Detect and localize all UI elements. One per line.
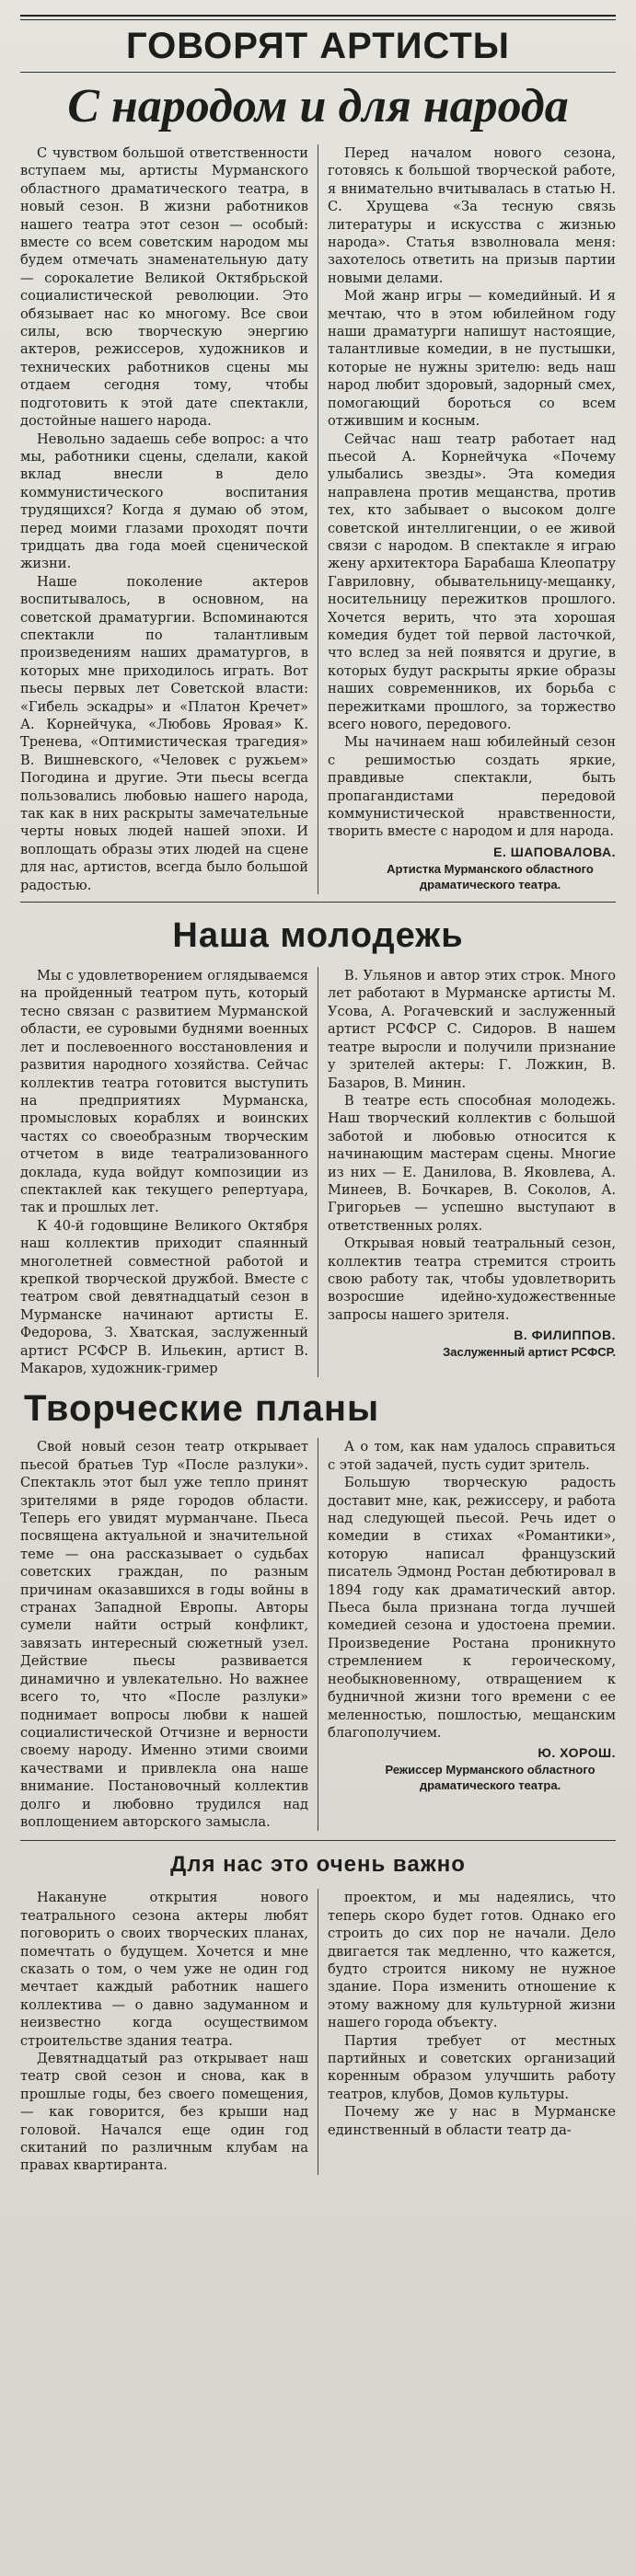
- paragraph: К 40-й годовщине Великого Октября наш коллектив приходит спаянный многолетней совместной работой и крепкой творческой дружбой. Вместе с театром свой девятнадцатый сезон в Мурманске начинают артисты Е. Федорова, З. Хватская, заслуженный артист РСФСР В. Ильекин, артист В. Макаров, художник-гример: [20, 1217, 308, 1376]
- title-rule: [20, 72, 616, 73]
- article4-right-column: [318, 1889, 616, 2175]
- article-shapovalova: [20, 144, 616, 894]
- section-rule: [20, 902, 616, 903]
- author-name: В. ФИЛИППОВ.: [514, 1328, 616, 1343]
- article1-right-column: [318, 144, 616, 894]
- article3-right-column: [318, 1438, 616, 1831]
- section-heading-plans: Творческие планы: [24, 1388, 380, 1430]
- paragraph: проектом, и мы надеялись, что теперь скоро будет готов. Однако его строить до сих пор не начали. Дело двигается так медленно, что кажется, будто строится никому не нужное здание. Пора изменить отношение к этому важному для культурной жизни нашего города объекту.: [328, 1890, 616, 2031]
- section-heading-youth: Наша молодежь: [172, 916, 464, 956]
- paragraph: Невольно задаешь себе вопрос: а что мы, работники сцены, сделали, какой вклад внесли в дело коммунистического воспитания трудящихся? Когда я думаю об этом, перед моими глазами проходят почти тридцать два года моей сценической жизни.: [20, 431, 308, 572]
- paragraph: В театре есть способная молодежь. Наш творческий коллектив с большой заботой и любовью относится к начинающим мастерам сцены. Многие из них — Е. Данилова, В. Яковлева, А. Минеев, В. Бочкарев, В. Соколов, А. Григорьев — успешно выступают в ответственных ролях.: [328, 1092, 616, 1234]
- article-filippov: [20, 967, 616, 1377]
- paragraph: Почему же у нас в Мурманске единственный в области театр да-: [328, 2104, 616, 2138]
- article1-left-column: [20, 144, 318, 894]
- paragraph: Накануне открытия нового театрального сезона актеры любят поговорить о своих творческих планах, помечтать о будущем. Хочется и мне сказать о том, о чем уже не один год мечтает каждый работник нашего коллектива — о давно задуманном и неизвестно когда осуществимом строительстве здания театра.: [20, 1890, 308, 2049]
- paragraph: Открывая новый театральный сезон, коллектив театра стремится строить свою работу так, чтобы удовлетворить возросшие идейно-художественные запросы нашего зрителя.: [328, 1236, 616, 1323]
- article3-left-column: [20, 1438, 318, 1831]
- paragraph: Большую творческую радость доставит мне, как, режиссеру, и работа над следующей пьесой. Речь идет о комедии в стихах «Романтики», которую написал французский писатель Эдмонд Ростан дебютировал в 1894 году как драматический автор. Пьеса была признана тогда лучшей комедией сезона и удостоена премии. Произведение Ростана проникнуто стремлением к героическому, необыкновенному, отвращением к будничной жизни того времени с ее меленностью, пошлостью, мещанским благополучием.: [328, 1475, 616, 1741]
- author-name: Е. ШАПОВАЛОВА.: [493, 844, 616, 859]
- paragraph: Сейчас наш театр работает над пьесой А. Корнейчука «Почему улыбались звезды». Эта комедия направлена против мещанства, против тех, кто забывает о высоком долге советской интеллигенции, о ее живой связи с народом. В спектакле я играю жену архитектора Барабаша Клеопатру Гавриловну, обывательницу-мещанку, носительницу пережитков прошлого. Хочется верить, что эта хорошая комедия будет той первой ласточкой, что вслед за ней появятся и другие, в которых будут раскрыты яркие образы наших современников, их борьба с пережитками прошлого, за торжество всего нового, передового.: [328, 431, 616, 732]
- paragraph: А о том, как нам удалось справиться с этой задачей, пусть судит зритель.: [328, 1439, 616, 1473]
- paragraph: Мы начинаем наш юбилейный сезон с решимостью создать яркие, правдивые спектакли, быть пропагандистами передовой коммунистической нравственности, творить вместе с народом и для народа.: [328, 734, 616, 840]
- section-rule: [20, 1840, 616, 1841]
- paragraph: Партия требует от местных партийных и советских организаций коренным образом улучшить работу театров, клубов, Домов культуры.: [328, 2032, 616, 2102]
- author-title: Артистка Мурманского областного драматического театра.: [387, 861, 594, 891]
- author-name: Ю. ХОРОШ.: [538, 1745, 616, 1761]
- paragraph: С чувством большой ответственности вступаем мы, артисты Мурманского областного драматического театра, в новый сезон. В жизни работников нашего театра этот сезон — особый: вместе со всем советским народом мы будем отмечать знаменательную дату — сорокалетие Великой Октябрьской социалистической революции. Это обязывает нас ко многому. Все свои силы, всю творческую энергию актеров, режиссеров, художников и технических работников сцены мы отдаем сегодня тому, чтобы подготовить к этой дате спектакли, достойные нашего народа.: [20, 145, 308, 430]
- paragraph: Свой новый сезон театр открывает пьесой братьев Тур «После разлуки». Спектакль этот был уже тепло принят зрителями в ряде городов области. Теперь его увидят мурманчане. Пьеса посвящена актуальной и значительной теме — она рассказывает о судьбах советских граждан, по разным причинам оказавшихся в годы войны в странах Западной Европы. Авторы сумели найти острый конфликт, завязать интересный сюжетный узел. Действие пьесы развивается динамично и увлекательно. Но важнее всего то, что «После разлуки» поднимает вопросы любви к нашей социалистической Отчизне и верности своему народу. Именно этими своими качествами и привлекла она наше внимание. Постановочный коллектив долго и любовно трудился над воплощением авторского замысла.: [20, 1439, 308, 1830]
- page-bottom-fade: [0, 2521, 636, 2576]
- author-title: Режиссер Мурманского областного драматического театра.: [385, 1763, 596, 1793]
- paragraph: Мой жанр игры — комедийный. И я мечтаю, что в этом юбилейном году наши драматурги напишут настоящие, талантливые комедии, в не пустышки, которые не нужны зрителю: ведь наш народ любит здоровый, задорный смех, помогающий бороться со всем отжившим и косным.: [328, 288, 616, 430]
- author-title: Заслуженный артист РСФСР.: [443, 1345, 616, 1360]
- paragraph: Мы с удовлетворением оглядываемся на пройденный театром путь, который тесно связан с развитием Мурманской области, ее суровыми буднями военных лет и послевоенного восстановления и развития народного хозяйства. Сейчас коллектив театра готовится выступить на предприятиях Мурманска, промысловых кораблях и воинских частях со своеобразным творческим отчетом в виде театрализованного доклада, куда войдут композиции из спектаклей как текущего репертуара, так и прошлых лет.: [20, 968, 308, 1216]
- article-important: [20, 1889, 616, 2175]
- paragraph: Перед началом нового сезона, готовясь к большой творческой работе, я внимательно вчитывалась в статью Н. С. Хрущева «За тесную связь литературы и искусства с жизнью народа». Статья взволновала меня: захотелось ответить на призыв партии новыми делами.: [328, 145, 616, 286]
- article-title: С народом и для народа: [67, 80, 569, 132]
- article2-left-column: [20, 967, 318, 1377]
- article-khorosh: [20, 1438, 616, 1831]
- section-heading-important: Для нас это очень важно: [170, 1852, 466, 1878]
- article2-right-column: [318, 967, 616, 1377]
- page-title: ГОВОРЯТ АРТИСТЫ: [126, 26, 510, 66]
- paragraph: В. Ульянов и автор этих строк. Много лет работают в Мурманске артисты М. Усова, А. Рогачевский и заслуженный артист РСФСР С. Сидоров. В нашем театре выросли и получили признание у зрителей актеры: Г. Ложкин, В. Базаров, В. Минин.: [328, 968, 616, 1091]
- paragraph: Девятнадцатый раз открывает наш театр свой сезон и снова, как в прошлые годы, без своего помещения, — как говорится, без крыши над головой. Начался еще один год скитаний по различным клубам на правах квартиранта.: [20, 2051, 308, 2174]
- paragraph: Наше поколение актеров воспитывалось, в основном, на советской драматургии. Вспоминаются спектакли по талантливым произведениям наших драматургов, в которых мне приходилось играть. Вот пьесы первых лет Советской власти: «Гибель эскадры» и «Платон Кречет» А. Корнейчука, «Любовь Яровая» К. Тренева, «Оптимистическая трагедия» В. Вишневского, «Человек с ружьем» Погодина и другие. Эти пьесы всегда пользовались любовью нашего народа, так как в них раскрыты замечательные черты новых людей нашей эпохи. И воплощать образы этих людей на сцене для нас, артистов, всегда было большой радостью.: [20, 573, 308, 893]
- article4-left-column: [20, 1889, 318, 2175]
